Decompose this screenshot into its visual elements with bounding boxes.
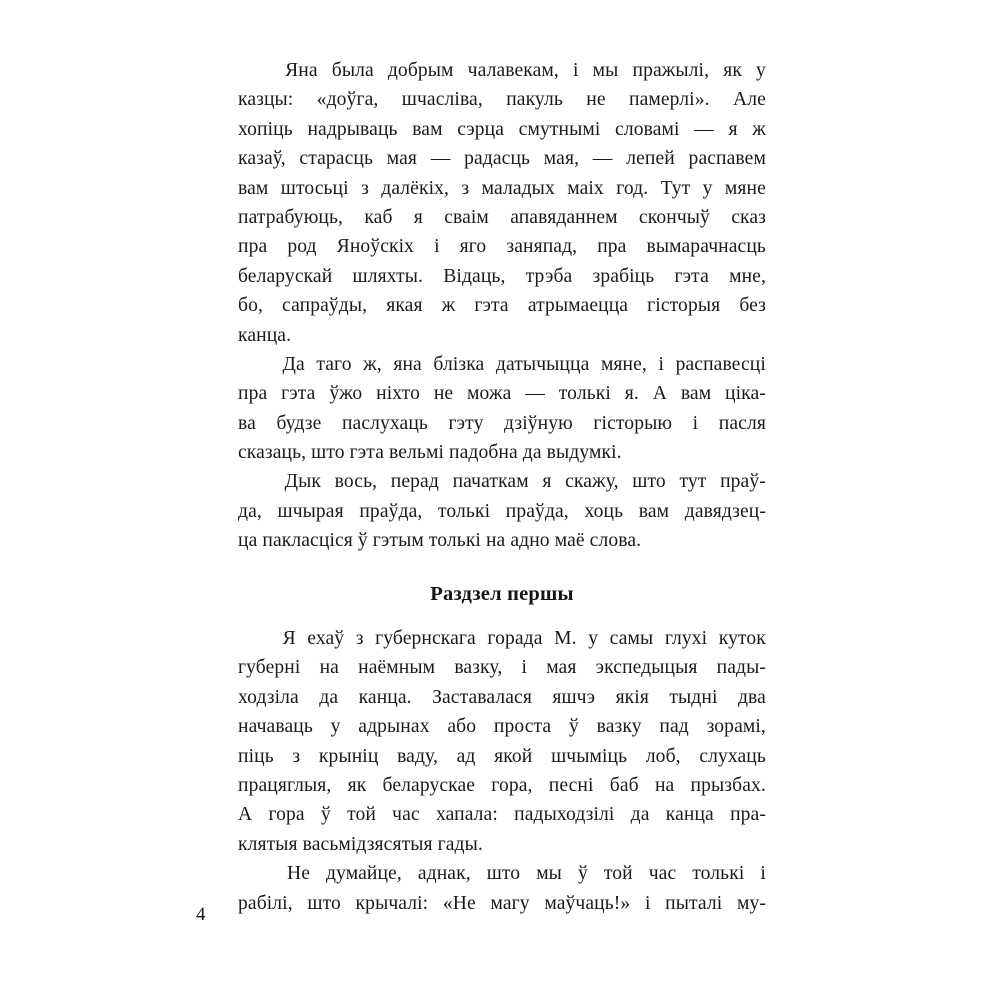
word: праўда, — [359, 500, 423, 522]
word: толькі — [438, 500, 491, 522]
word: паслухаць — [341, 412, 428, 434]
word: пасля — [718, 412, 766, 434]
word: Відаць, — [443, 265, 506, 287]
word: крычалі: — [355, 892, 429, 914]
chapter-heading: Раздзел першы — [430, 583, 574, 605]
word: давядзец- — [684, 500, 766, 522]
word: да, — [238, 500, 262, 522]
text-line — [238, 800, 766, 829]
word: — — [430, 148, 451, 170]
word: з — [361, 177, 369, 199]
word: чалавекам, — [467, 60, 559, 81]
word: на — [654, 774, 675, 796]
word: аднак, — [417, 863, 471, 885]
word: скончыў — [638, 206, 710, 228]
text-line — [238, 712, 766, 741]
text-line — [238, 771, 766, 800]
word: без — [739, 295, 766, 317]
word: да — [319, 686, 339, 708]
word: слухаць — [699, 745, 766, 767]
word: я — [413, 206, 423, 228]
word: Не — [286, 863, 311, 885]
word: і — [692, 412, 699, 434]
word: у — [330, 716, 341, 738]
word: горада — [487, 628, 543, 649]
word: сваім — [444, 206, 489, 228]
word: хопіць — [238, 118, 293, 140]
word: пады- — [716, 657, 766, 679]
word: глухі — [664, 628, 708, 649]
word: з — [461, 177, 470, 199]
word: канца — [665, 804, 714, 826]
word: вам — [680, 383, 712, 405]
word: каб — [364, 206, 393, 228]
word: сказ — [731, 206, 766, 228]
page-text-block-after-heading — [238, 624, 766, 918]
word: Але — [732, 89, 766, 111]
word: мяне, — [600, 353, 647, 375]
word: старасць — [299, 148, 374, 170]
word: праўда, — [505, 500, 569, 522]
word: гэта — [474, 295, 509, 317]
word: ў — [320, 804, 331, 826]
word: тыдні — [669, 686, 718, 708]
word: яна — [393, 353, 422, 375]
word: у — [756, 60, 766, 81]
word: начаваць — [238, 716, 313, 738]
word: з — [355, 628, 364, 649]
word: М. — [554, 628, 577, 649]
word: зорамі, — [706, 716, 766, 738]
word: толькі — [558, 383, 611, 405]
word: я — [728, 118, 738, 140]
word: як — [723, 60, 742, 81]
text-line — [238, 467, 766, 496]
word: хоць — [584, 500, 624, 522]
word: піць — [238, 745, 274, 767]
word: вазку — [596, 716, 642, 738]
paragraph-4 — [238, 624, 766, 859]
word: ціка- — [725, 383, 766, 405]
text-line — [238, 232, 766, 261]
word: шчыміць — [551, 745, 628, 767]
word: ніхто — [376, 383, 420, 405]
text-line: ца пакласціся ў гэтым толькі на адно маё слова. — [238, 530, 642, 552]
paragraph-5 — [238, 859, 766, 918]
word: я. — [624, 383, 639, 405]
word: і — [658, 353, 665, 375]
word: у — [588, 628, 599, 649]
word: крыніц — [318, 745, 379, 767]
word: пакуль — [506, 89, 563, 111]
text-line — [238, 85, 766, 114]
word: — — [694, 118, 714, 140]
word: баб — [609, 774, 639, 796]
text-line — [238, 653, 766, 682]
word: будзе — [276, 412, 322, 434]
word: беларускае — [382, 774, 476, 796]
word: Заставалася — [432, 686, 532, 708]
word: ехаў — [307, 628, 345, 649]
word: была — [331, 60, 374, 81]
word: скажу, — [565, 471, 619, 493]
word: ў — [568, 716, 579, 738]
word: ходзіла — [238, 686, 299, 708]
text-line — [238, 497, 766, 526]
word: год. — [616, 177, 649, 199]
word: таго — [316, 353, 352, 375]
word: не — [433, 383, 454, 405]
text-line: канца. — [238, 324, 292, 346]
word: ў — [577, 863, 588, 885]
word: ж, — [363, 353, 382, 375]
page-number: 4 — [196, 904, 206, 925]
word: і — [760, 863, 766, 885]
paragraph-3 — [238, 467, 766, 555]
word: на — [319, 657, 339, 679]
word: пра — [597, 236, 627, 258]
word: і — [573, 60, 579, 81]
word: ж — [752, 118, 766, 140]
text-line — [238, 859, 766, 888]
text-line: сказаць, што гэта вельмі падобна да выдумкі. — [238, 442, 622, 464]
word: губерні — [238, 657, 301, 679]
word: падыходзілі — [514, 804, 615, 826]
word: Я — [282, 628, 296, 649]
word: шчасліва, — [401, 89, 483, 111]
word: гісторыя — [647, 295, 721, 317]
word: атрымаецца — [527, 295, 629, 317]
word: што — [307, 892, 341, 914]
word: шчырая — [277, 500, 344, 522]
word: або — [447, 716, 477, 738]
word: што — [486, 863, 521, 885]
word: мне, — [729, 265, 766, 287]
word: распавесці — [675, 353, 766, 375]
word: добрым — [387, 60, 454, 81]
word: сапраўды, — [282, 295, 368, 317]
first-line-indent — [238, 56, 271, 85]
word: якія — [615, 686, 649, 708]
text-line — [238, 291, 766, 320]
word: проста — [493, 716, 552, 738]
word: А — [652, 383, 667, 405]
word: яго — [459, 236, 487, 258]
word: і — [521, 657, 528, 679]
text-line — [238, 56, 766, 85]
word: мая — [386, 148, 417, 170]
word: пра- — [730, 804, 766, 826]
word: казцы: — [238, 89, 294, 111]
text-line — [238, 144, 766, 173]
word: думайце, — [326, 863, 402, 885]
word: хапала: — [435, 804, 498, 826]
word: прызбах. — [690, 774, 766, 796]
word: памерлі». — [628, 89, 710, 111]
word: апавяданнем — [510, 206, 618, 228]
word: рабілі, — [238, 892, 293, 914]
text-line — [238, 379, 766, 408]
text-line — [238, 624, 766, 653]
text-line — [238, 889, 766, 918]
word: наёмным — [358, 657, 436, 679]
word: Тут — [660, 177, 691, 199]
word: дзіўную — [504, 412, 573, 434]
word: беларускай — [238, 265, 333, 287]
word: зрабіць — [592, 265, 655, 287]
word: трэба — [525, 265, 573, 287]
word: толькі — [692, 863, 745, 885]
text-line — [238, 742, 766, 771]
word: му- — [736, 892, 766, 914]
word: Да — [282, 353, 305, 375]
word: штосьці — [280, 177, 349, 199]
word: словамі — [615, 118, 680, 140]
word: ўжо — [329, 383, 363, 405]
word: ваду, — [397, 745, 438, 767]
word: яшчэ — [552, 686, 596, 708]
word: не — [586, 89, 606, 111]
word: пачаткам — [452, 471, 529, 493]
word: той — [347, 804, 376, 826]
text-line — [238, 683, 766, 712]
word: надрываць — [307, 118, 398, 140]
word: Яноўскіх — [336, 236, 415, 258]
word: пыталі — [665, 892, 723, 914]
word: можа — [467, 383, 512, 405]
first-line-indent — [238, 859, 271, 888]
word: экспедыцыя — [595, 657, 698, 679]
word: гора — [268, 804, 305, 826]
word: вазку, — [454, 657, 503, 679]
word: працяглыя, — [238, 774, 332, 796]
word: Дык — [284, 471, 322, 493]
word: бо, — [238, 295, 263, 317]
word: мая, — [543, 148, 580, 170]
first-line-indent — [238, 624, 271, 653]
word: маладых — [481, 177, 555, 199]
word: гэта — [281, 383, 316, 405]
word: як — [347, 774, 367, 796]
word: я — [542, 471, 552, 493]
word: час — [648, 863, 677, 885]
word: праў- — [720, 471, 766, 493]
first-line-indent — [238, 467, 271, 496]
word: пражылі, — [632, 60, 710, 81]
word: гэта — [674, 265, 709, 287]
word: пра — [238, 236, 268, 258]
word: час — [392, 804, 420, 826]
word: мы — [592, 60, 619, 81]
word: той — [603, 863, 633, 885]
first-line-indent — [238, 350, 271, 379]
word: мы — [536, 863, 562, 885]
word: вось, — [334, 471, 378, 493]
word: патрабуюць, — [238, 206, 344, 228]
word: канца. — [358, 686, 412, 708]
word: мая — [546, 657, 577, 679]
word: якая — [386, 295, 423, 317]
word: адрынах — [358, 716, 430, 738]
word: далёкіх, — [381, 177, 450, 199]
word: якой — [494, 745, 533, 767]
word: два — [737, 686, 766, 708]
word: мяне — [724, 177, 766, 199]
word: да — [630, 804, 650, 826]
word: губернскага — [375, 628, 476, 649]
word: перад — [390, 471, 439, 493]
word: самы — [609, 628, 654, 649]
text-line — [238, 203, 766, 232]
word: сэрца — [457, 118, 505, 140]
word: песні — [548, 774, 594, 796]
word: ва — [238, 412, 256, 434]
word: род — [287, 236, 317, 258]
word: «Не — [442, 892, 476, 914]
word: гісторыю — [593, 412, 673, 434]
word: маўчаць!» — [544, 892, 631, 914]
word: ж — [441, 295, 456, 317]
word: гэту — [448, 412, 484, 434]
word: што — [632, 471, 666, 493]
word: магу — [490, 892, 530, 914]
word: датычыцца — [495, 353, 590, 375]
word: вам — [412, 118, 443, 140]
paragraph-1 — [238, 56, 766, 350]
word: — — [592, 148, 613, 170]
word: вам — [238, 177, 269, 199]
text-line: клятыя васьмідзясятыя гады. — [238, 833, 483, 855]
word: «доўга, — [316, 89, 379, 111]
word: у — [702, 177, 713, 199]
word: лепей — [626, 148, 675, 170]
word: — — [525, 383, 545, 405]
word: тут — [679, 471, 707, 493]
word: вам — [638, 500, 670, 522]
text-line — [238, 174, 766, 203]
word: пад — [659, 716, 689, 738]
word: пра — [238, 383, 268, 405]
text-line — [238, 350, 766, 379]
text-line — [238, 262, 766, 291]
word: з — [292, 745, 301, 767]
word: шляхты. — [352, 265, 424, 287]
word: А — [238, 804, 253, 826]
word: блізка — [433, 353, 485, 375]
text-line — [238, 115, 766, 144]
word: смутнымі — [518, 118, 601, 140]
word: маіх — [567, 177, 604, 199]
word: Яна — [285, 60, 318, 81]
word: ад — [456, 745, 476, 767]
page-text-block — [238, 56, 766, 556]
word: лоб, — [645, 745, 681, 767]
word: казаў, — [238, 148, 286, 170]
word: і — [644, 892, 651, 914]
word: вымарачнасць — [646, 236, 766, 258]
word: і — [434, 236, 440, 258]
word: заняпад, — [506, 236, 578, 258]
paragraph-2 — [238, 350, 766, 468]
word: распавем — [688, 148, 766, 170]
word: гора, — [491, 774, 533, 796]
word: куток — [718, 628, 766, 649]
word: радасць — [464, 148, 531, 170]
text-line — [238, 409, 766, 438]
